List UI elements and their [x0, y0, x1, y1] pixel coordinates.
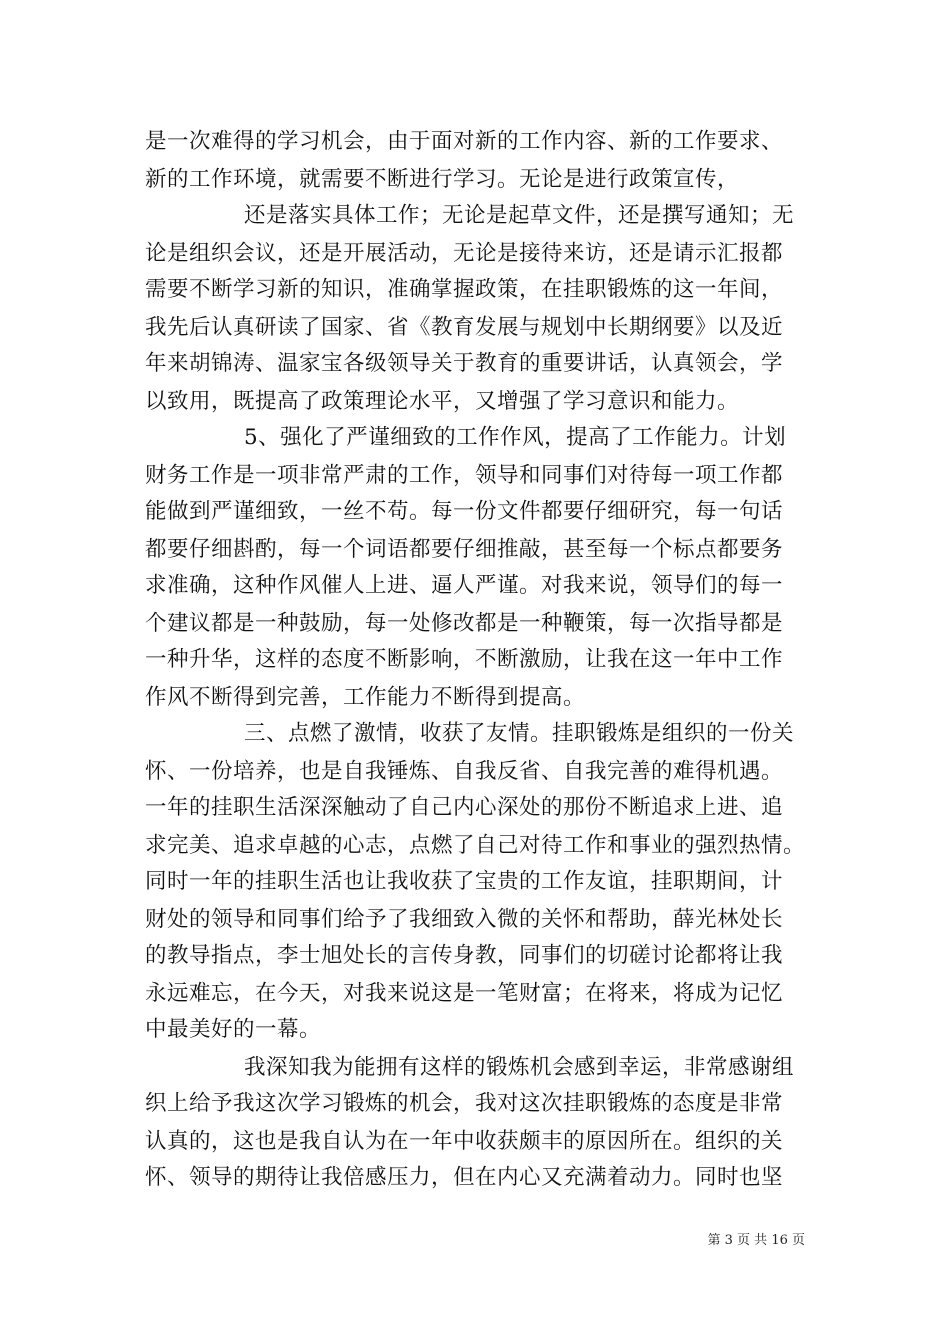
text-line: 财务工作是一项非常严肃的工作，领导和同事们对待每一项工作都: [145, 463, 784, 488]
text-line: 一种升华，这样的态度不断影响，不断激励，让我在这一年中工作: [145, 647, 784, 672]
text-line: 个建议都是一种鼓励，每一处修改都是一种鞭策，每一次指导都是: [145, 611, 784, 636]
text-line: 作风不断得到完善，工作能力不断得到提高。: [145, 685, 586, 710]
text-line: 以致用，既提高了政策理论水平，又增强了学习意识和能力。: [145, 389, 740, 414]
text-line: 论是组织会议，还是开展活动，无论是接待来访，还是请示汇报都: [145, 241, 784, 266]
text-line: 新的工作环境，就需要不断进行学习。无论是进行政策宣传，: [145, 167, 740, 192]
text-line: 5、强化了严谨细致的工作作风，提高了工作能力。计划: [244, 425, 787, 450]
text-line: 是一次难得的学习机会，由于面对新的工作内容、新的工作要求、: [145, 129, 784, 154]
text-line: 求完美、追求卓越的心志，点燃了自己对待工作和事业的强烈热情。: [145, 833, 806, 858]
text-line: 怀、一份培养，也是自我锤炼、自我反省、自我完善的难得机遇。: [145, 759, 784, 784]
text-line: 需要不断学习新的知识，准确掌握政策，在挂职锻炼的这一年间，: [145, 277, 784, 302]
text-line: 年来胡锦涛、温家宝各级领导关于教育的重要讲话，认真领会，学: [145, 351, 784, 376]
text-line: 同时一年的挂职生活也让我收获了宝贵的工作友谊，挂职期间，计: [145, 869, 784, 894]
text-line: 能做到严谨细致，一丝不苟。每一份文件都要仔细研究，每一句话: [145, 499, 784, 524]
text-line: 我深知我为能拥有这样的锻炼机会感到幸运，非常感谢组: [244, 1055, 795, 1080]
text-line: 三、点燃了激情，收获了友情。挂职锻炼是组织的一份关: [244, 721, 795, 746]
text-line: 求准确，这种作风催人上进、逼人严谨。对我来说，领导们的每一: [145, 573, 784, 598]
text-line: 中最美好的一幕。: [145, 1017, 322, 1042]
text-line: 织上给予我这次学习锻炼的机会，我对这次挂职锻炼的态度是非常: [145, 1091, 784, 1116]
text-line: 我先后认真研读了国家、省《教育发展与规划中长期纲要》以及近: [145, 315, 784, 340]
text-line: 认真的，这也是我自认为在一年中收获颇丰的原因所在。组织的关: [145, 1129, 784, 1154]
page-number: 第 3 页 共 16 页: [707, 1233, 805, 1248]
text-line: 永远难忘，在今天，对我来说这是一笔财富；在将来，将成为记忆: [145, 981, 784, 1006]
text-line: 还是落实具体工作；无论是起草文件，还是撰写通知；无: [244, 203, 795, 228]
text-line: 一年的挂职生活深深触动了自己内心深处的那份不断追求上进、追: [145, 795, 784, 820]
text-line: 都要仔细斟酌，每一个词语都要仔细推敲，甚至每一个标点都要务: [145, 537, 784, 562]
text-line: 财处的领导和同事们给予了我细致入微的关怀和帮助，薛光林处长: [145, 907, 784, 932]
text-line: 的教导指点，李士旭处长的言传身教，同事们的切磋讨论都将让我: [145, 943, 784, 968]
text-line: 怀、领导的期待让我倍感压力，但在内心又充满着动力。同时也坚: [145, 1165, 784, 1190]
